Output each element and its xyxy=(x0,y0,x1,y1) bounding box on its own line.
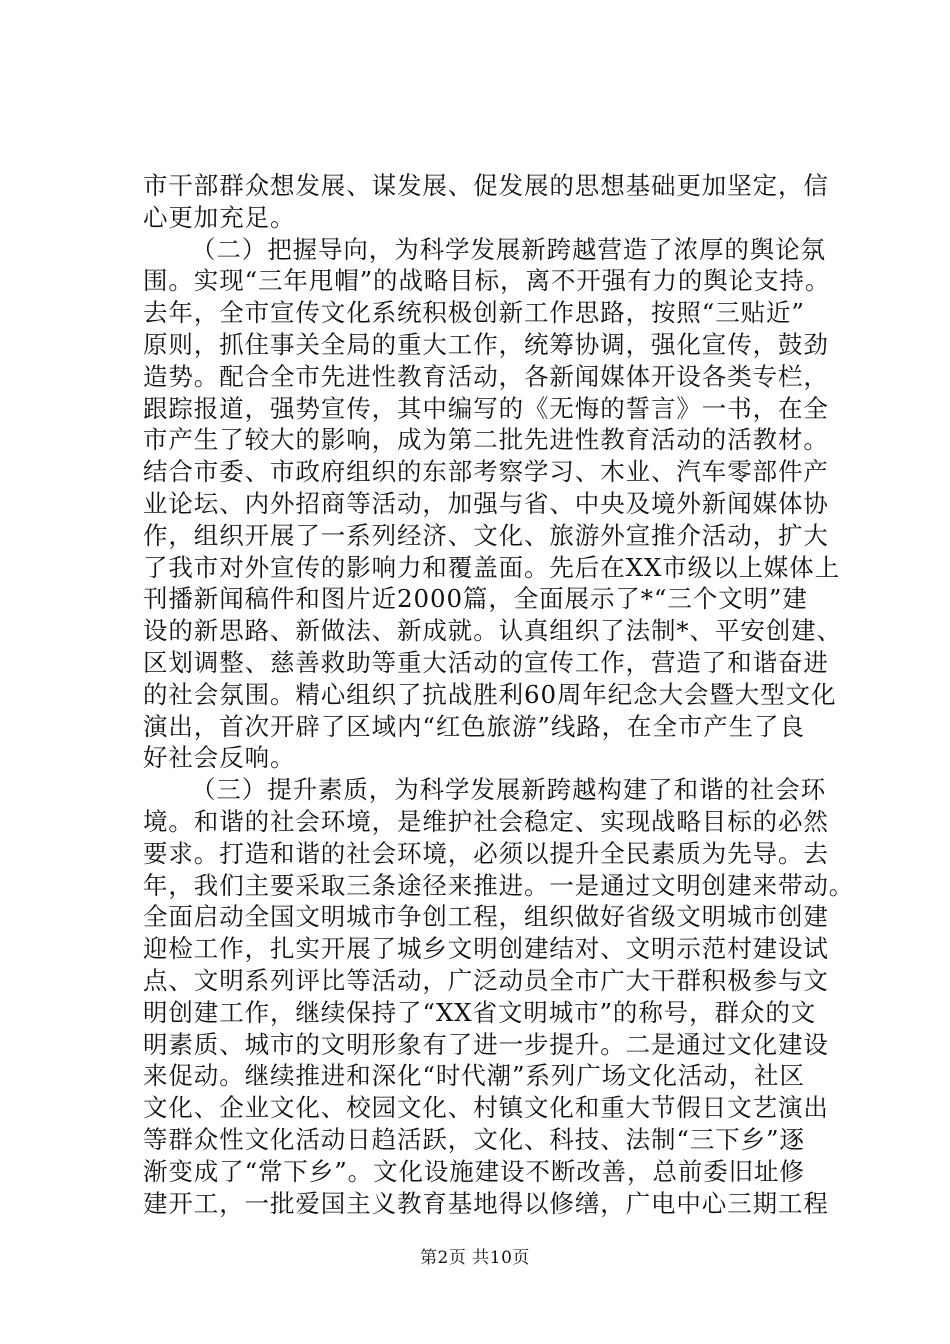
text-line: 区划调整、慈善救助等重大活动的宣传工作，营造了和谐奋进 xyxy=(143,647,829,677)
paragraph-start-line: （二）把握导向，为科学发展新跨越营造了浓厚的舆论氛 xyxy=(191,234,826,264)
text-line: 去年，全市宣传文化系统积极创新工作思路，按照“三贴近” xyxy=(143,298,805,328)
text-line: 明素质、城市的文明形象有了进一步提升。二是通过文化建设 xyxy=(143,1029,829,1059)
text-line: 造势。配合全市先进性教育活动，各新闻媒体开设各类专栏， xyxy=(143,361,829,391)
text-line: 刊播新闻稿件和图片近2000篇，全面展示了*“三个文明”建 xyxy=(143,584,808,614)
text-line: 建开工，一批爱国主义教育基地得以修缮，广电中心三期工程 xyxy=(143,1188,829,1218)
text-line: 等群众性文化活动日趋活跃，文化、科技、法制“三下乡”逐 xyxy=(143,1124,805,1154)
text-line: 市产生了较大的影响，成为第二批先进性教育活动的活教材。 xyxy=(143,425,829,455)
text-line: 要求。打造和谐的社会环境，必须以提升全民素质为先导。去 xyxy=(143,838,829,868)
text-line: 境。和谐的社会环境，是维护社会稳定、实现战略目标的必然 xyxy=(143,806,829,836)
text-line: 点、文明系列评比等活动，广泛动员全市广大干群积极参与文 xyxy=(143,965,829,995)
paragraph-start-line: （三）提升素质，为科学发展新跨越构建了和谐的社会环 xyxy=(191,775,826,805)
text-line: 心更加充足。 xyxy=(143,202,296,232)
text-line: 的社会氛围。精心组织了抗战胜利60周年纪念大会暨大型文化 xyxy=(143,679,837,709)
text-line: 明创建工作，继续保持了“XX省文明城市”的称号，群众的文 xyxy=(143,997,817,1027)
text-line: 围。实现“三年甩帽”的战略目标，离不开强有力的舆论支持。 xyxy=(143,266,831,296)
text-line: 演出，首次开辟了区域内“红色旅游”线路，在全市产生了良 xyxy=(143,711,805,741)
text-line: 年，我们主要采取三条途径来推进。一是通过文明创建来带动。 xyxy=(143,870,855,900)
text-line: 原则，抓住事关全局的重大工作，统筹协调，强化宣传，鼓劲 xyxy=(143,329,829,359)
text-line: 业论坛、内外招商等活动，加强与省、中央及境外新闻媒体协 xyxy=(143,488,829,518)
text-line: 好社会反响。 xyxy=(143,743,296,773)
text-line: 结合市委、市政府组织的东部考察学习、木业、汽车零部件产 xyxy=(143,457,829,487)
document-body xyxy=(143,170,855,1219)
text-line: 全面启动全国文明城市争创工程，组织做好省级文明城市创建 xyxy=(143,902,829,932)
text-line: 文化、企业文化、校园文化、村镇文化和重大节假日文艺演出 xyxy=(143,1093,829,1123)
text-line: 跟踪报道，强势宣传，其中编写的《无悔的誓言》一书，在全 xyxy=(143,393,829,423)
text-line: 市干部群众想发展、谋发展、促发展的思想基础更加坚定，信 xyxy=(143,171,829,200)
text-line: 设的新思路、新做法、新成就。认真组织了法制*、平安创建、 xyxy=(143,616,842,646)
text-line: 来促动。继续推进和深化“时代潮”系列广场文化活动，社区 xyxy=(143,1061,805,1091)
text-line: 渐变成了“常下乡”。文化设施建设不断改善，总前委旧址修 xyxy=(143,1156,805,1186)
text-line: 作，组织开展了一系列经济、文化、旅游外宣推介活动，扩大 xyxy=(143,520,829,550)
page-number-footer: 第2页 共10页 xyxy=(420,1248,530,1268)
text-line: 了我市对外宣传的影响力和覆盖面。先后在XX市级以上媒体上 xyxy=(143,552,841,582)
text-line: 迎检工作，扎实开展了城乡文明创建结对、文明示范村建设试 xyxy=(143,934,829,964)
